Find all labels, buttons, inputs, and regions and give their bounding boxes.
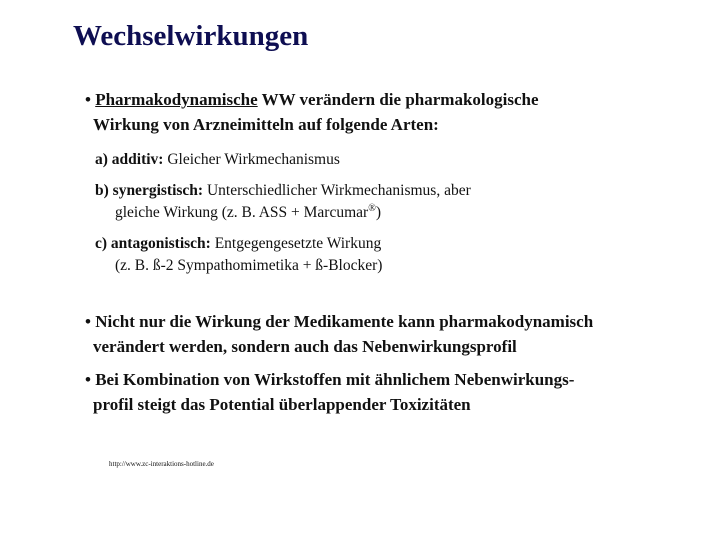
subitem-text-line2: (z. B. ß-2 Sympathomimetika + ß-Blocker) bbox=[115, 257, 383, 274]
bullet-text: Bei Kombination von Wirkstoffen mit ähnlichem Nebenwirkungs- bbox=[95, 370, 575, 389]
subitem-lead: a) additiv: bbox=[95, 151, 164, 168]
bullet-text-line2: Wirkung von Arzneimitteln auf folgende Arten: bbox=[93, 115, 439, 134]
bullet-text: Nicht nur die Wirkung der Medikamente kann pharmakodynamisch bbox=[95, 312, 594, 331]
subitem-additiv bbox=[95, 149, 340, 171]
subitem-lead: b) synergistisch: bbox=[95, 182, 204, 199]
slide-title: Wechselwirkungen bbox=[73, 20, 309, 52]
registered-mark: ® bbox=[368, 202, 376, 214]
bullet-text: WW verändern die pharmakologische bbox=[257, 90, 539, 109]
subitem-antagonistisch bbox=[95, 233, 382, 277]
subitem-lead: c) antagonistisch: bbox=[95, 235, 211, 252]
bullet-symbol: • bbox=[85, 90, 91, 109]
bullet-nebenwirkungsprofil bbox=[85, 309, 593, 359]
source-url: http://www.zc-interaktions-hotline.de bbox=[109, 460, 214, 468]
bullet-pharmakodynamisch bbox=[85, 87, 539, 137]
bullet-text-line2: verändert werden, sondern auch das Nebenwirkungsprofil bbox=[93, 337, 517, 356]
bullet-toxizitaeten bbox=[85, 367, 574, 417]
bullet-symbol: • bbox=[85, 370, 91, 389]
term-pharmakodynamische: Pharmakodynamische bbox=[95, 90, 258, 109]
subitem-text: Entgegengesetzte Wirkung bbox=[210, 235, 382, 252]
bullet-text-line2: profil steigt das Potential überlappender Toxizitäten bbox=[93, 395, 471, 414]
subitem-text: Gleicher Wirkmechanismus bbox=[163, 151, 340, 168]
subitem-text-line2: gleiche Wirkung (z. B. ASS + Marcumar®) bbox=[115, 202, 381, 221]
subitem-text: Unterschiedlicher Wirkmechanismus, aber bbox=[203, 182, 471, 199]
subitem-synergistisch bbox=[95, 180, 471, 224]
bullet-symbol: • bbox=[85, 312, 91, 331]
